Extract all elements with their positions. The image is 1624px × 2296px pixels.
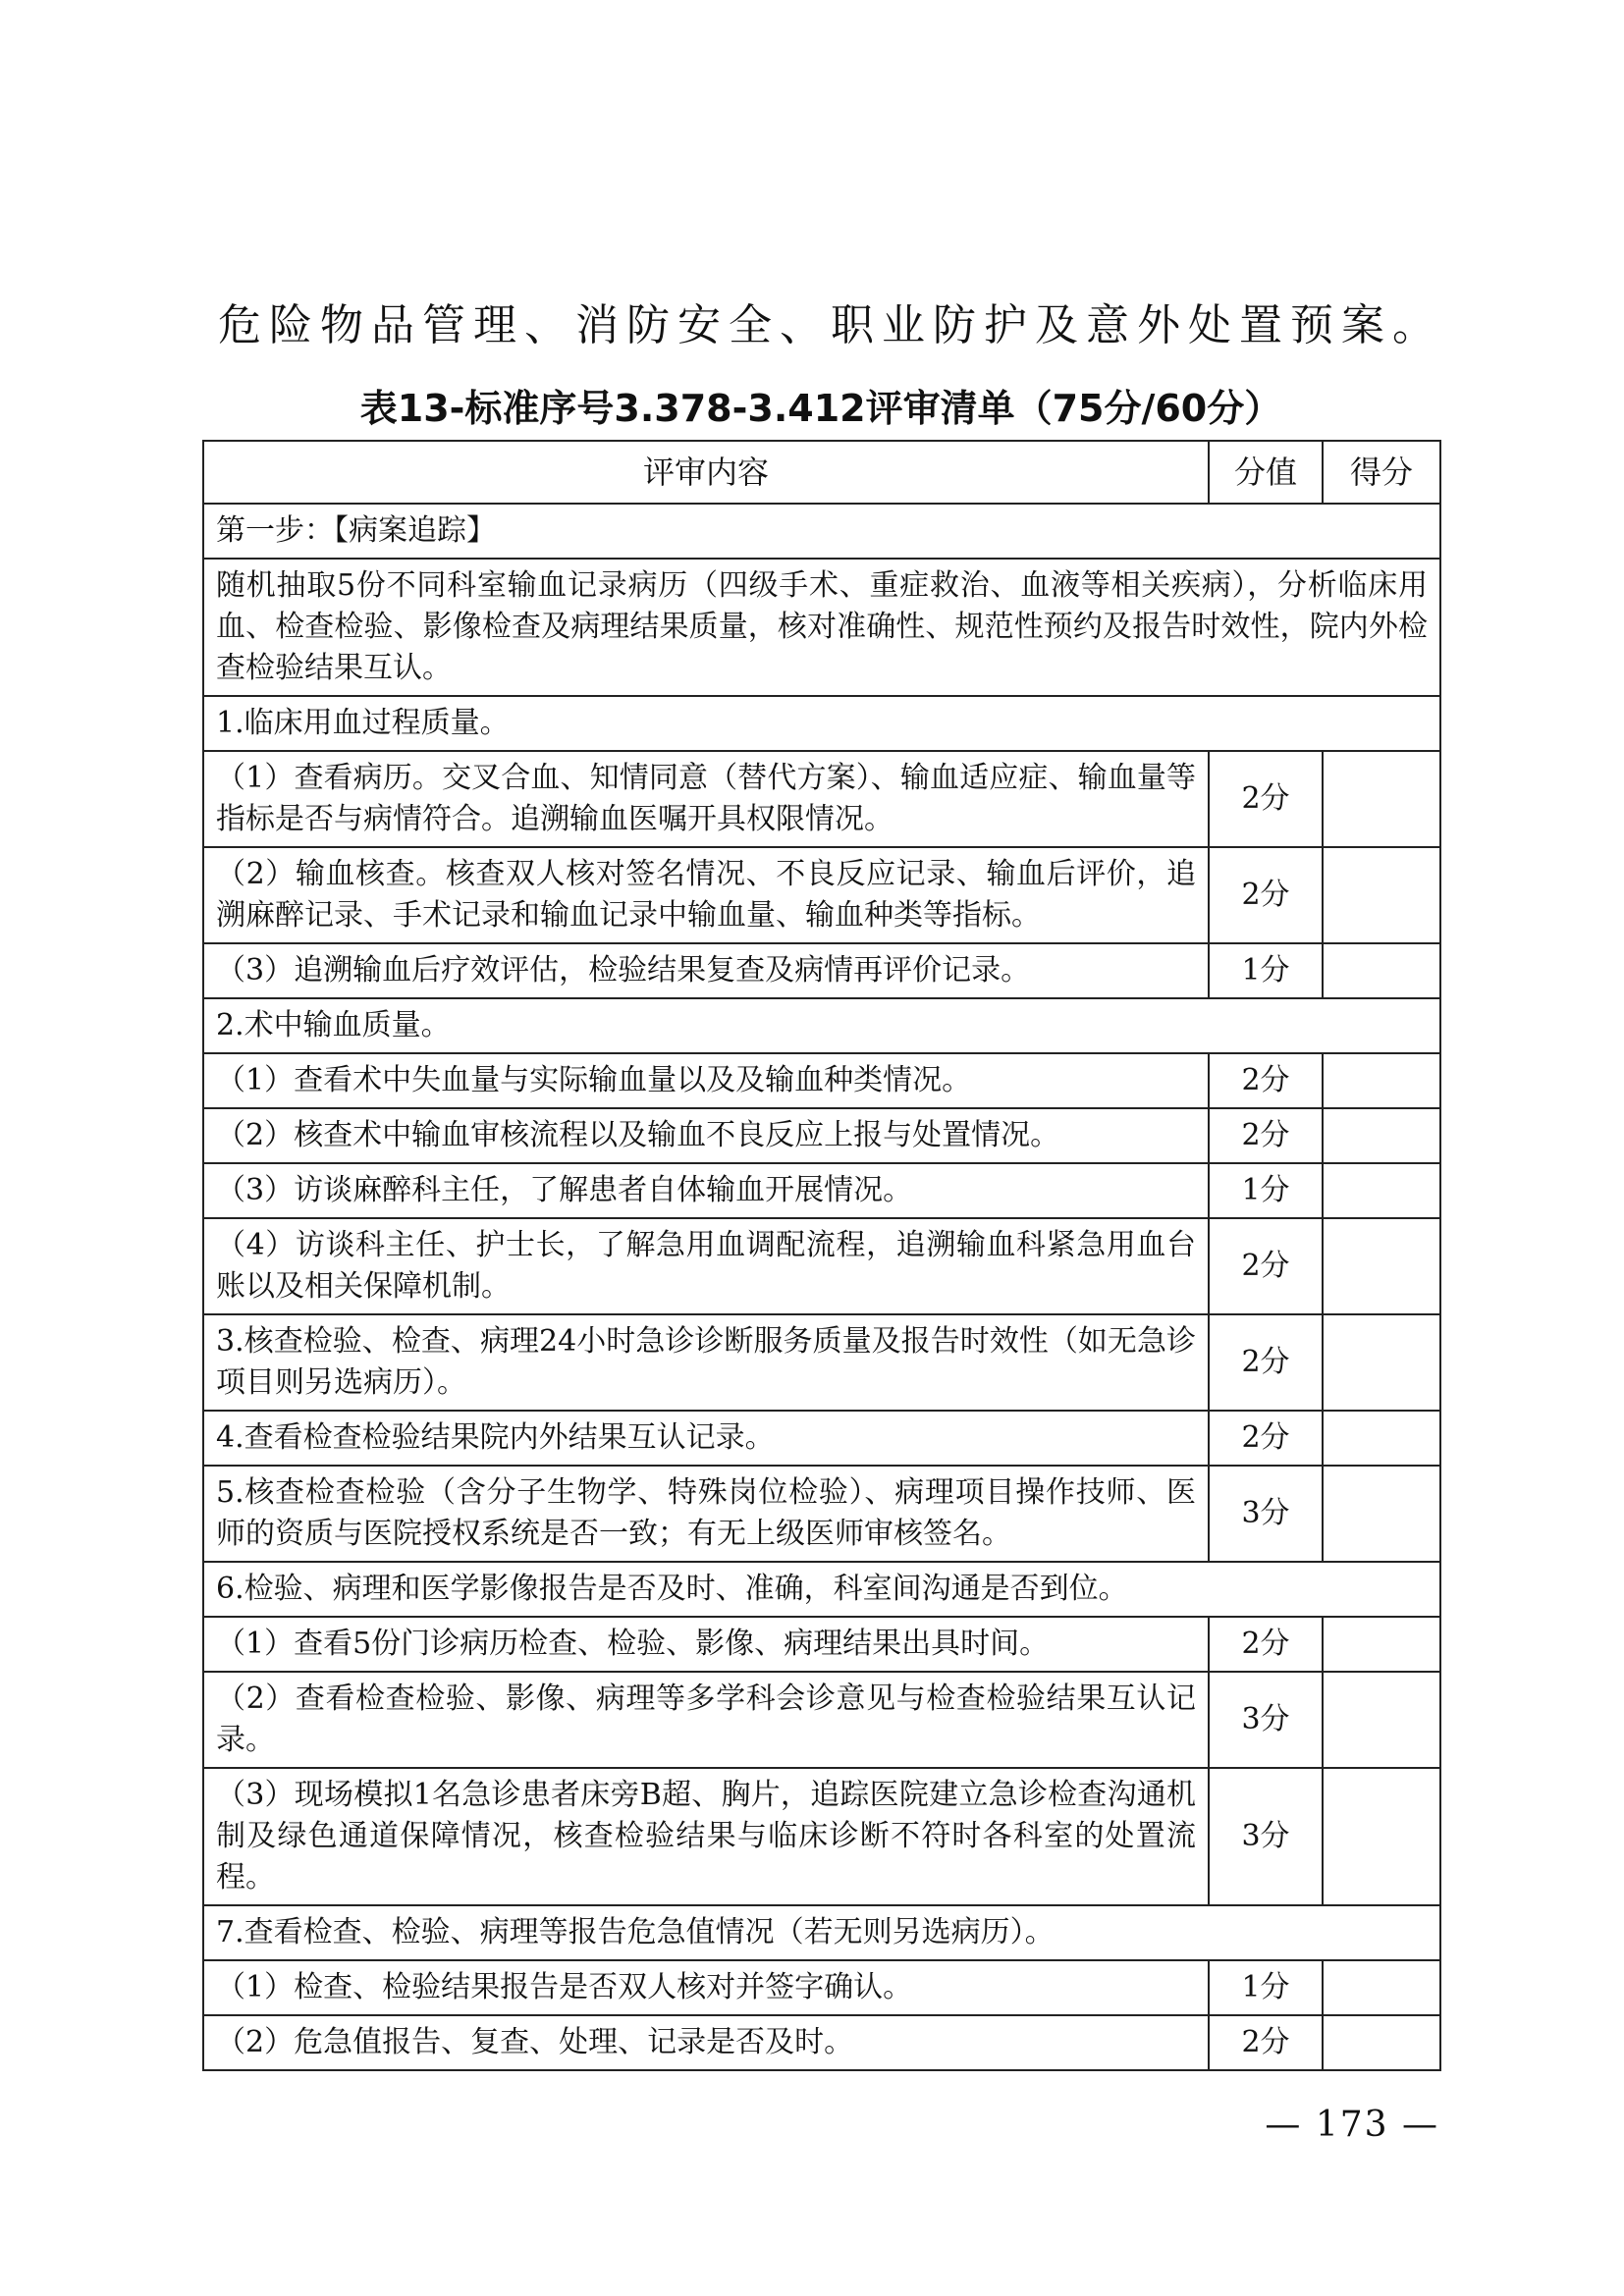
table-row	[203, 1314, 1440, 1411]
obtained-score-cell[interactable]	[1323, 1617, 1440, 1672]
obtained-score-cell[interactable]	[1323, 1768, 1440, 1905]
score-cell: 2分	[1209, 751, 1323, 847]
score-cell: 1分	[1209, 1163, 1323, 1218]
score-cell: 1分	[1209, 943, 1323, 998]
obtained-score-cell[interactable]	[1323, 1960, 1440, 2015]
table-row	[203, 504, 1440, 559]
table-row	[203, 2015, 1440, 2070]
obtained-score-cell[interactable]	[1323, 2015, 1440, 2070]
table-body	[203, 504, 1440, 2070]
section-heading-cell: 6.检验、病理和医学影像报告是否及时、准确，科室间沟通是否到位。	[203, 1562, 1440, 1617]
criterion-cell: （1）查看5份门诊病历检查、检验、影像、病理结果出具时间。	[203, 1617, 1209, 1672]
table-row	[203, 1905, 1440, 1960]
intro-text: 危险物品管理、消防安全、职业防护及意外处置预案。	[218, 300, 1443, 350]
header-content: 评审内容	[203, 441, 1209, 504]
criterion-cell: （3）现场模拟1名急诊患者床旁B超、胸片，追踪医院建立急诊检查沟通机制及绿色通道保障情况，核查检验结果与临床诊断不符时各科室的处置流程。	[203, 1768, 1209, 1905]
obtained-score-cell[interactable]	[1323, 1672, 1440, 1768]
table-row	[203, 943, 1440, 998]
table-row	[203, 998, 1440, 1053]
obtained-score-cell[interactable]	[1323, 1314, 1440, 1411]
obtained-score-cell[interactable]	[1323, 751, 1440, 847]
obtained-score-cell[interactable]	[1323, 1466, 1440, 1562]
table-row	[203, 1053, 1440, 1108]
table-row	[203, 1411, 1440, 1466]
table-row	[203, 847, 1440, 943]
criterion-cell: （4）访谈科主任、护士长，了解急用血调配流程，追溯输血科紧急用血台账以及相关保障机制。	[203, 1218, 1209, 1314]
criterion-cell: （2）查看检查检验、影像、病理等多学科会诊意见与检查检验结果互认记录。	[203, 1672, 1209, 1768]
table-row	[203, 1218, 1440, 1314]
table-row	[203, 1562, 1440, 1617]
criterion-cell: （1）查看术中失血量与实际输血量以及及输血种类情况。	[203, 1053, 1209, 1108]
score-cell: 1分	[1209, 1960, 1323, 2015]
table-row	[203, 1466, 1440, 1562]
table-header-row	[203, 441, 1440, 504]
section-heading-cell: 2.术中输血质量。	[203, 998, 1440, 1053]
section-heading-cell: 7.查看检查、检验、病理等报告危急值情况（若无则另选病历）。	[203, 1905, 1440, 1960]
criterion-cell: （2）输血核查。核查双人核对签名情况、不良反应记录、输血后评价，追溯麻醉记录、手术记录和输血记录中输血量、输血种类等指标。	[203, 847, 1209, 943]
criterion-cell: 5.核查检查检验（含分子生物学、特殊岗位检验）、病理项目操作技师、医师的资质与医院授权系统是否一致；有无上级医师审核签名。	[203, 1466, 1209, 1562]
table-row	[203, 696, 1440, 751]
score-cell: 2分	[1209, 1617, 1323, 1672]
criterion-cell: 3.核查检验、检查、病理24小时急诊诊断服务质量及报告时效性（如无急诊项目则另选病历）。	[203, 1314, 1209, 1411]
obtained-score-cell[interactable]	[1323, 847, 1440, 943]
obtained-score-cell[interactable]	[1323, 1163, 1440, 1218]
table-row	[203, 1960, 1440, 2015]
table-row	[203, 559, 1440, 696]
score-cell: 2分	[1209, 2015, 1323, 2070]
obtained-score-cell[interactable]	[1323, 943, 1440, 998]
criterion-cell: （2）核查术中输血审核流程以及输血不良反应上报与处置情况。	[203, 1108, 1209, 1163]
obtained-score-cell[interactable]	[1323, 1108, 1440, 1163]
score-cell: 2分	[1209, 1411, 1323, 1466]
page-number: — 173 —	[1265, 2105, 1439, 2145]
criterion-cell: （3）访谈麻醉科主任，了解患者自体输血开展情况。	[203, 1163, 1209, 1218]
score-cell: 3分	[1209, 1672, 1323, 1768]
header-score: 分值	[1209, 441, 1323, 504]
table-row	[203, 1617, 1440, 1672]
score-cell: 3分	[1209, 1466, 1323, 1562]
table-row	[203, 1108, 1440, 1163]
section-heading-cell: 第一步：【病案追踪】	[203, 504, 1440, 559]
obtained-score-cell[interactable]	[1323, 1411, 1440, 1466]
review-table	[202, 440, 1441, 2071]
score-cell: 3分	[1209, 1768, 1323, 1905]
section-heading-cell: 随机抽取5份不同科室输血记录病历（四级手术、重症救治、血液等相关疾病），分析临床用血、检查检验、影像检查及病理结果质量，核对准确性、规范性预约及报告时效性，院内外检查检验结果互认。	[203, 559, 1440, 696]
score-cell: 2分	[1209, 1053, 1323, 1108]
header-got: 得分	[1323, 441, 1440, 504]
section-heading-cell: 1.临床用血过程质量。	[203, 696, 1440, 751]
criterion-cell: （2）危急值报告、复查、处理、记录是否及时。	[203, 2015, 1209, 2070]
table-row	[203, 1768, 1440, 1905]
obtained-score-cell[interactable]	[1323, 1053, 1440, 1108]
criterion-cell: （3）追溯输血后疗效评估，检验结果复查及病情再评价记录。	[203, 943, 1209, 998]
obtained-score-cell[interactable]	[1323, 1218, 1440, 1314]
table-row	[203, 1672, 1440, 1768]
table-row	[203, 1163, 1440, 1218]
criterion-cell: 4.查看检查检验结果院内外结果互认记录。	[203, 1411, 1209, 1466]
criterion-cell: （1）检查、检验结果报告是否双人核对并签字确认。	[203, 1960, 1209, 2015]
score-cell: 2分	[1209, 1218, 1323, 1314]
criterion-cell: （1）查看病历。交叉合血、知情同意（替代方案）、输血适应症、输血量等指标是否与病情符合。追溯输血医嘱开具权限情况。	[203, 751, 1209, 847]
table-row	[203, 751, 1440, 847]
table-title: 表13-标准序号3.378-3.412评审清单（75分/60分）	[359, 387, 1282, 430]
score-cell: 2分	[1209, 1108, 1323, 1163]
score-cell: 2分	[1209, 1314, 1323, 1411]
score-cell: 2分	[1209, 847, 1323, 943]
